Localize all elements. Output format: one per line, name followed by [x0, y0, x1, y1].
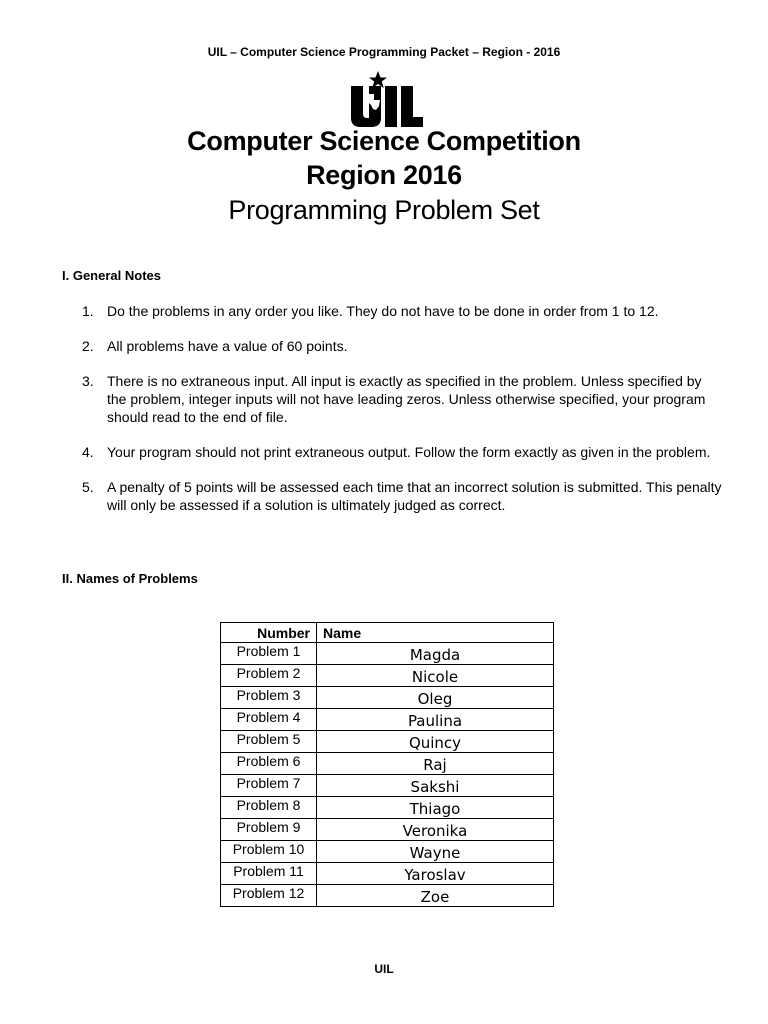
problem-number: Problem 11 — [221, 863, 317, 885]
table-row — [221, 709, 554, 731]
table-row — [221, 775, 554, 797]
problem-name: Raj — [317, 753, 554, 775]
problem-number: Problem 2 — [221, 665, 317, 687]
problem-number: Problem 7 — [221, 775, 317, 797]
table-header-row — [221, 623, 554, 643]
problem-name: Nicole — [317, 665, 554, 687]
table-row — [221, 643, 554, 665]
problem-name: Thiago — [317, 797, 554, 819]
table-row — [221, 819, 554, 841]
problem-name: Zoe — [317, 885, 554, 907]
note-item — [62, 443, 722, 461]
problem-name: Sakshi — [317, 775, 554, 797]
note-item — [62, 302, 722, 320]
problem-name: Wayne — [317, 841, 554, 863]
problem-number: Problem 12 — [221, 885, 317, 907]
problem-name: Paulina — [317, 709, 554, 731]
table-row — [221, 863, 554, 885]
problem-number: Problem 6 — [221, 753, 317, 775]
table-row — [221, 885, 554, 907]
note-text: All problems have a value of 60 points. — [107, 338, 348, 354]
problem-number: Problem 8 — [221, 797, 317, 819]
column-header-number: Number — [221, 623, 317, 643]
page-footer: UIL — [374, 962, 394, 976]
note-text: Your program should not print extraneous output. Follow the form exactly as given in the problem. — [107, 444, 711, 460]
table-row — [221, 665, 554, 687]
problem-number: Problem 10 — [221, 841, 317, 863]
note-number: 2. — [82, 338, 94, 354]
note-number: 4. — [82, 444, 94, 460]
note-text: There is no extraneous input. All input is exactly as specified in the problem. Unless specified by the problem, integer inputs will not have leading zeros. Unless otherwise specified, your program should read to the end of file. — [107, 373, 706, 425]
note-item — [62, 372, 722, 426]
general-notes-heading: I. General Notes — [62, 268, 161, 283]
problem-number: Problem 3 — [221, 687, 317, 709]
problem-name: Veronika — [317, 819, 554, 841]
title-line-3: Programming Problem Set — [228, 195, 540, 225]
problem-number: Problem 1 — [221, 643, 317, 665]
note-number: 3. — [82, 373, 94, 389]
note-text: A penalty of 5 points will be assessed each time that an incorrect solution is submitted. This penalty will only be assessed if a solution is ultimately judged as correct. — [107, 479, 722, 513]
column-header-name: Name — [317, 623, 554, 643]
problem-names-table — [220, 622, 554, 907]
page-header: UIL – Computer Science Programming Packet – Region - 2016 — [207, 45, 561, 59]
table-row — [221, 731, 554, 753]
table-row — [221, 687, 554, 709]
note-item — [62, 478, 722, 514]
problem-name: Magda — [317, 643, 554, 665]
table-row — [221, 753, 554, 775]
problem-number: Problem 5 — [221, 731, 317, 753]
title-line-2: Region 2016 — [306, 160, 462, 190]
table-row — [221, 841, 554, 863]
problem-number: Problem 4 — [221, 709, 317, 731]
note-number: 5. — [82, 479, 94, 495]
general-notes-list — [62, 302, 722, 531]
note-text: Do the problems in any order you like. They do not have to be done in order from 1 to 12. — [107, 303, 659, 319]
problem-name: Quincy — [317, 731, 554, 753]
uil-logo-icon — [349, 70, 425, 128]
table-row — [221, 797, 554, 819]
problem-number: Problem 9 — [221, 819, 317, 841]
note-item — [62, 337, 722, 355]
problem-name: Oleg — [317, 687, 554, 709]
problem-name: Yaroslav — [317, 863, 554, 885]
title-line-1: Computer Science Competition — [187, 126, 581, 156]
problem-names-heading: II. Names of Problems — [62, 571, 198, 586]
note-number: 1. — [82, 303, 94, 319]
